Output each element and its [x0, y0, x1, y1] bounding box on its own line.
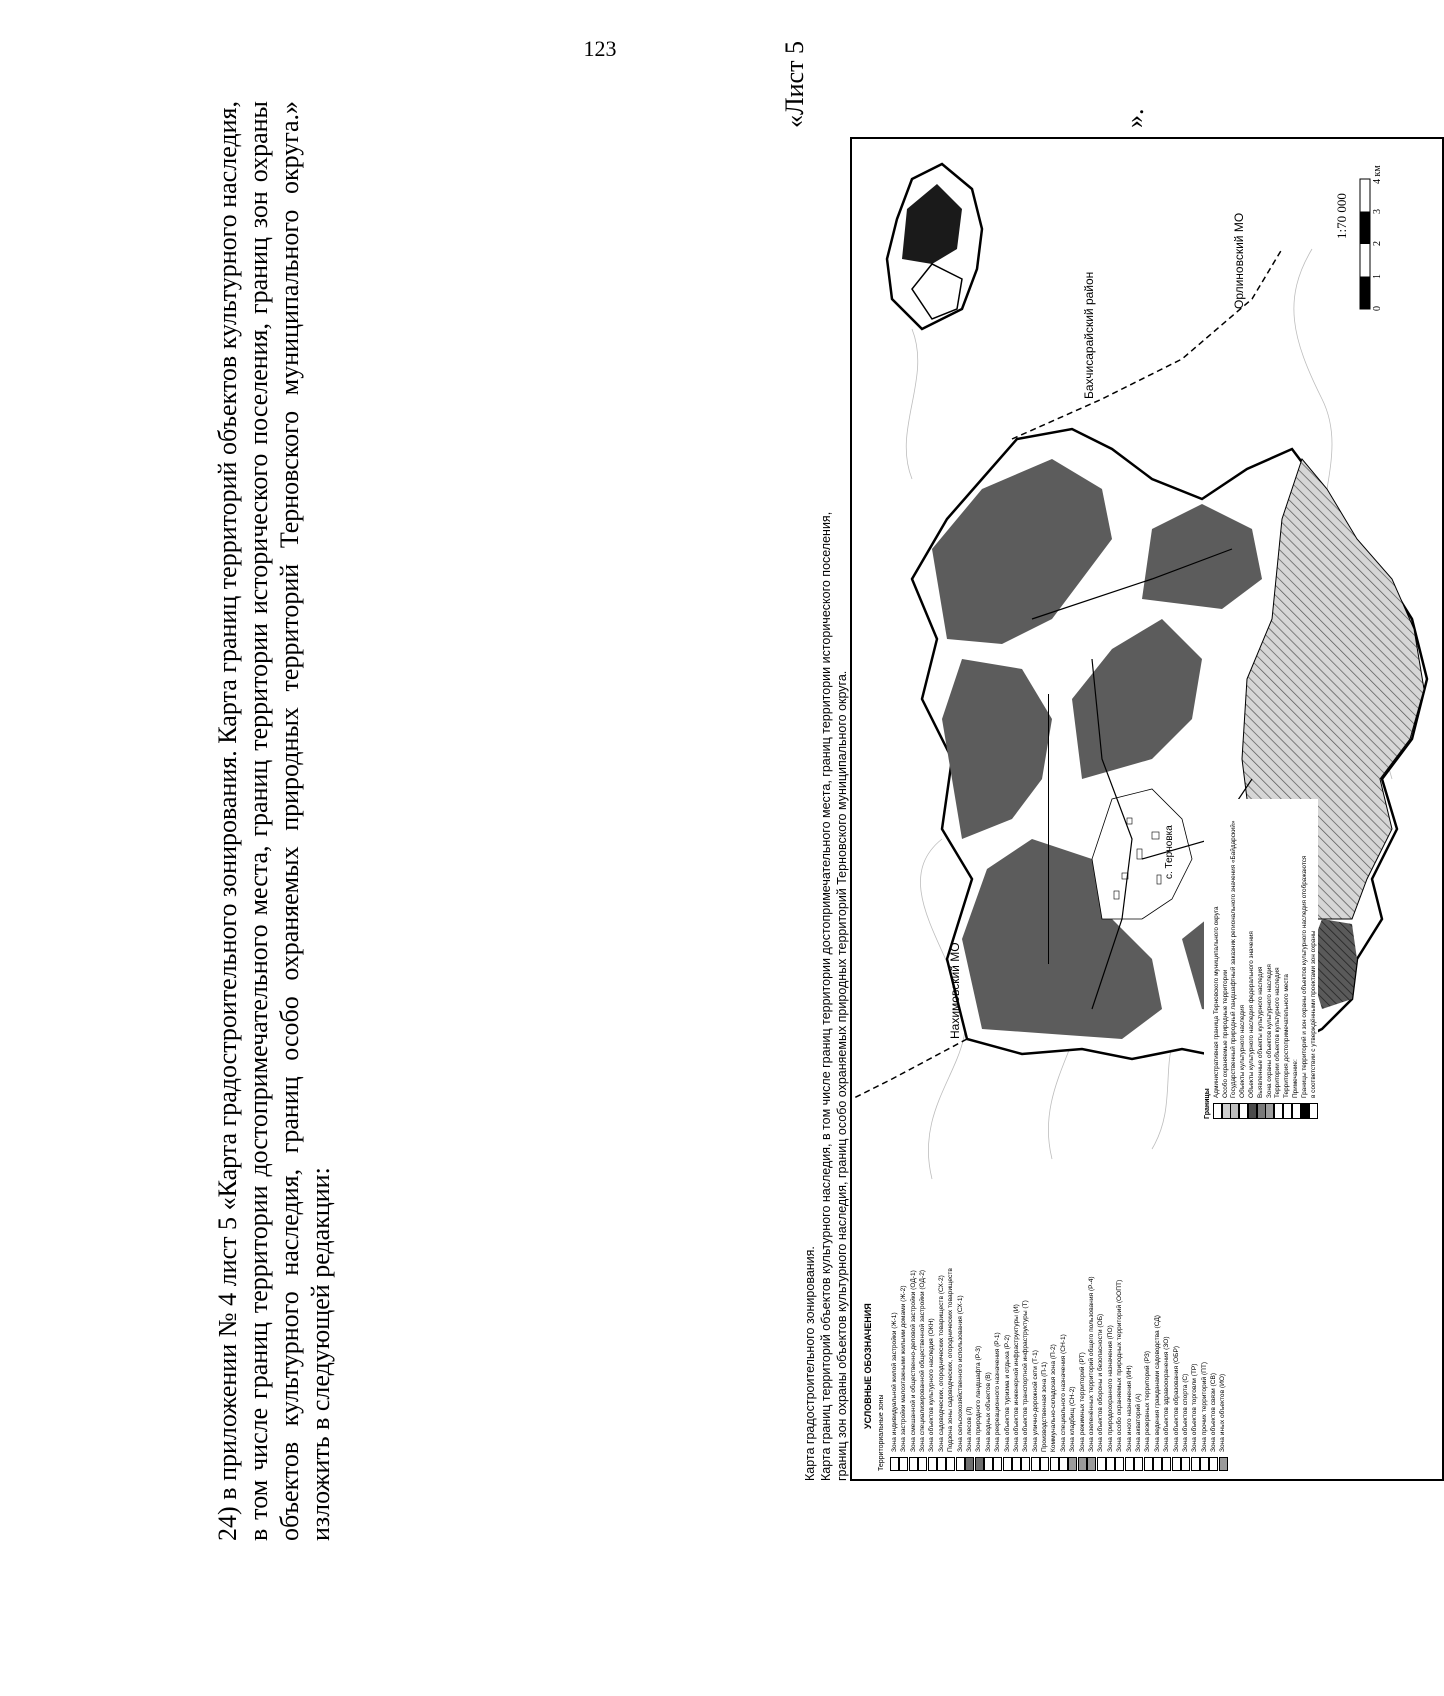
inset-locator-map	[862, 149, 1012, 349]
legend-swatch	[1209, 1457, 1218, 1471]
overlay-legend-swatch	[1222, 1103, 1231, 1119]
amendment-paragraph: 24) в приложении № 4 лист 5 «Карта градостроительного зонирования. Карта границ территорий объектов культурного наследия, в том числе границ территории достопримечательного места, границ территории исторического поселения, границ зон охраны объектов культурного наследия, границ особо охраняемых природных территорий Терновского муниципального округа.» изложить в следующей редакции:	[213, 101, 335, 1541]
overlay-legend-label: Государственный природный ландшафтный заказник регионального значения «Байдарский»	[1230, 820, 1238, 1098]
caption-line: границ зон охраны объектов культурного наследия, границ особо охраняемых природных территорий Терновского муниципального округа.	[835, 670, 849, 1481]
legend-swatch	[1078, 1457, 1087, 1471]
legend-swatch	[909, 1457, 918, 1471]
legend-swatch	[1003, 1457, 1012, 1471]
legend-item	[1040, 1171, 1049, 1471]
legend-swatch	[1200, 1457, 1209, 1471]
signature-line	[1048, 694, 1049, 964]
legend-item	[890, 1171, 899, 1471]
overlay-legend-swatch	[1213, 1103, 1222, 1119]
legend-swatch	[1191, 1457, 1200, 1471]
legend-item	[909, 1171, 918, 1471]
legend-item	[1181, 1171, 1190, 1471]
legend-item-label: Зона лесов (Л)	[965, 1406, 973, 1452]
legend-item	[899, 1171, 908, 1471]
overlay-legend-item	[1239, 799, 1248, 1119]
legend-item	[1096, 1171, 1105, 1471]
legend-item-label: Зона объектов спорта (С)	[1181, 1373, 1189, 1452]
overlay-legend-label: Территории объектов культурного наследия	[1274, 967, 1282, 1098]
legend-item-label: Зона иного назначения (ИН)	[1125, 1365, 1133, 1452]
overlay-legend-label: Зона охраны объектов культурного наследия	[1265, 964, 1273, 1098]
legend-item-label: Зона природоохранного назначения (ПО)	[1106, 1325, 1114, 1452]
overlay-legend-item	[1283, 799, 1292, 1119]
legend-swatch	[1181, 1457, 1190, 1471]
legend-item	[1172, 1171, 1181, 1471]
legend-item-label: Коммунально-складская зона (П-2)	[1050, 1344, 1058, 1452]
legend-swatch	[1040, 1457, 1049, 1471]
legend-item-label: Зона застройки малоэтажными жилыми домами (Ж-2)	[900, 1285, 908, 1452]
overlay-legend-header: Границы	[1204, 1088, 1211, 1119]
scale-tick: 3	[1372, 209, 1383, 214]
scale-tick: 1	[1372, 274, 1383, 279]
legend-item-label: Зона акваторий (А)	[1134, 1393, 1142, 1452]
label-orlinovsky: Орлиновский МО	[1232, 212, 1246, 309]
overlay-legend-item	[1310, 799, 1319, 1119]
legend-title: УСЛОВНЫЕ ОБОЗНАЧЕНИЯ	[863, 1303, 873, 1429]
overlay-legend-swatch	[1274, 1103, 1283, 1119]
legend-swatch	[1031, 1457, 1040, 1471]
legend-item	[1209, 1171, 1218, 1471]
overlay-legend	[1204, 799, 1318, 1119]
legend-item-label: Зона объектов культурного наследия (ОКН)	[928, 1318, 936, 1452]
legend-swatch	[1097, 1457, 1106, 1471]
overlay-legend-swatch	[1309, 1103, 1318, 1119]
legend-item	[1143, 1171, 1152, 1471]
label-nakhimovsky: Нахимовский МО	[948, 942, 962, 1039]
legend-swatch	[956, 1457, 965, 1471]
legend-item	[1115, 1171, 1124, 1471]
legend-item-label: Зона смешанной и общественно-деловой застройки (ОД-1)	[909, 1270, 917, 1452]
legend-item	[1218, 1171, 1227, 1471]
legend-items	[890, 1171, 1228, 1471]
page-number: 123	[583, 36, 617, 61]
legend-swatch	[946, 1457, 955, 1471]
legend-item	[1031, 1171, 1040, 1471]
legend-item	[1078, 1171, 1087, 1471]
scale-ratio: 1:70 000	[1334, 193, 1349, 239]
legend-swatch	[1059, 1457, 1068, 1471]
legend-item	[1003, 1171, 1012, 1471]
legend-item-label: Зона ведения гражданами садоводства (СД)	[1153, 1315, 1161, 1452]
overlay-legend-swatch	[1248, 1103, 1257, 1119]
district-boundary	[852, 1039, 967, 1099]
legend-item-label: Зона объектов туризма и отдыха (Р-2)	[1003, 1334, 1011, 1452]
legend-subtitle: Территориальные зоны	[878, 1394, 886, 1471]
legend-item-label: Зона специального назначения (СН-1)	[1059, 1334, 1067, 1452]
legend-item-label: Зона режимных территорий (РТ)	[1078, 1352, 1086, 1452]
legend-item-label: Зона объектов образования (ОБР)	[1172, 1345, 1180, 1452]
legend-item-label: Зона резервных территорий (РЗ)	[1144, 1350, 1152, 1452]
label-ternovka: с. Терновка	[1164, 825, 1175, 879]
legend-swatch	[899, 1457, 908, 1471]
legend-swatch	[993, 1457, 1002, 1471]
map-legend	[860, 1171, 1430, 1471]
legend-item	[1200, 1171, 1209, 1471]
legend-item-label: Подзона зоны садоводческих, огороднических товариществ	[947, 1268, 955, 1452]
overlay-legend-label: Выявленные объекты культурного наследия	[1256, 966, 1264, 1098]
legend-item-label: Зона объектов торговли (ТР)	[1191, 1363, 1199, 1452]
legend-item-label: Зона прочих территорий (ПТ)	[1200, 1361, 1208, 1452]
legend-swatch	[1106, 1457, 1115, 1471]
caption-line: Карта границ территорий объектов культурного наследия, в том числе границ территории достопримечательного места, границ территории исторического поселения,	[819, 511, 833, 1481]
legend-swatch	[1050, 1457, 1059, 1471]
legend-item	[1012, 1171, 1021, 1471]
overlay-legend-label: Особо охраняемые природные территории	[1221, 969, 1229, 1098]
legend-swatch	[1219, 1457, 1228, 1471]
legend-item-label: Зона улично-дорожной сети (Т-1)	[1031, 1350, 1039, 1452]
legend-item-label: Зона особо охраняемых природных территорий (ООПТ)	[1116, 1279, 1124, 1452]
legend-swatch	[1144, 1457, 1153, 1471]
sheet-mark: «Лист 5	[780, 41, 809, 128]
scale-tick: 4 км	[1372, 165, 1383, 184]
legend-swatch	[918, 1457, 927, 1471]
legend-item-label: Зона иных объектов (ИО)	[1219, 1373, 1227, 1452]
overlay-legend-swatch	[1257, 1103, 1266, 1119]
legend-swatch	[1021, 1457, 1030, 1471]
overlay-legend-swatch	[1292, 1103, 1301, 1119]
legend-swatch	[1115, 1457, 1124, 1471]
legend-item	[965, 1171, 974, 1471]
overlay-legend-label: Объекты культурного наследия федерального значения	[1247, 931, 1255, 1098]
scale-bar	[1360, 179, 1370, 309]
legend-item-label: Зона садоводческих, огороднических товариществ (СХ-2)	[937, 1275, 945, 1452]
overlay-legend-label: Административная граница Терновского муниципального округа	[1212, 906, 1220, 1098]
map-caption	[802, 181, 850, 1481]
overlay-legend-label: в соответствии с утверждёнными проектами зон охраны	[1309, 930, 1317, 1098]
overlay-legend-item	[1248, 799, 1257, 1119]
legend-item-label: Зона сельскохозяйственного использования (СХ-1)	[956, 1295, 964, 1452]
scale-tick: 0	[1372, 306, 1383, 311]
overlay-legend-label: Территория достопримечательного места	[1283, 974, 1291, 1098]
legend-swatch	[1087, 1457, 1096, 1471]
caption-line: Карта градостроительного зонирования.	[803, 1246, 817, 1481]
legend-swatch	[1172, 1457, 1181, 1471]
legend-item-label: Зона объектов обороны и безопасности (ОБ)	[1097, 1313, 1105, 1452]
overlay-legend-swatch	[1301, 1103, 1310, 1119]
legend-swatch	[965, 1457, 974, 1471]
legend-swatch	[928, 1457, 937, 1471]
legend-swatch	[1162, 1457, 1171, 1471]
overlay-legend-swatch	[1283, 1103, 1292, 1119]
legend-item-label: Зона рекреационного назначения (Р-1)	[994, 1332, 1002, 1452]
legend-item-label: Зона индивидуальной жилой застройки (Ж-1)	[890, 1312, 898, 1452]
legend-item-label: Зона объектов здравоохранения (ЗО)	[1163, 1336, 1171, 1452]
legend-swatch	[1012, 1457, 1021, 1471]
overlay-legend-item	[1274, 799, 1283, 1119]
legend-item	[1162, 1171, 1171, 1471]
legend-item	[946, 1171, 955, 1471]
legend-item	[927, 1171, 936, 1471]
legend-item-label: Зона озеленённых территорий общего пользования (Р-4)	[1088, 1276, 1096, 1452]
legend-item-label: Зона водных объектов (В)	[984, 1372, 992, 1452]
legend-swatch	[1134, 1457, 1143, 1471]
legend-item	[918, 1171, 927, 1471]
legend-item	[1059, 1171, 1068, 1471]
overlay-legend-swatch	[1239, 1103, 1248, 1119]
legend-item	[974, 1171, 983, 1471]
closing-mark: ».	[1120, 108, 1149, 128]
overlay-legend-swatch	[1265, 1103, 1274, 1119]
overlay-legend-item	[1257, 799, 1266, 1119]
zoning-map	[850, 137, 1444, 1481]
legend-item-label: Зона объектов транспортной инфраструктуры (Т)	[1022, 1300, 1030, 1452]
legend-item-label: Производственная зона (П-1)	[1041, 1361, 1049, 1452]
overlay-legend-swatch	[1230, 1103, 1239, 1119]
legend-item-label: Зона кладбищ (СН-2)	[1069, 1386, 1077, 1452]
overlay-legend-label: Примечание:	[1291, 1059, 1299, 1098]
legend-item-label: Зона специализированной общественной застройки (ОД-2)	[918, 1269, 926, 1452]
overlay-legend-item	[1301, 799, 1310, 1119]
legend-item	[1106, 1171, 1115, 1471]
legend-swatch	[937, 1457, 946, 1471]
overlay-legend-item	[1230, 799, 1239, 1119]
legend-item	[1125, 1171, 1134, 1471]
overlay-legend-label: Границы территорий и зон охраны объектов культурного наследия отображаются	[1300, 855, 1308, 1098]
legend-swatch	[1125, 1457, 1134, 1471]
legend-item	[937, 1171, 946, 1471]
legend-item	[993, 1171, 1002, 1471]
scale-tick: 2	[1372, 241, 1383, 246]
legend-item	[1049, 1171, 1058, 1471]
overlay-legend-item	[1292, 799, 1301, 1119]
overlay-legend-item	[1213, 799, 1222, 1119]
legend-swatch	[890, 1457, 899, 1471]
legend-item	[1153, 1171, 1162, 1471]
legend-swatch	[1068, 1457, 1077, 1471]
legend-swatch	[975, 1457, 984, 1471]
legend-swatch	[1153, 1457, 1162, 1471]
legend-item	[1021, 1171, 1030, 1471]
legend-item	[1068, 1171, 1077, 1471]
legend-item	[1134, 1171, 1143, 1471]
label-bakhchisaray: Бахчисарайский район	[1082, 271, 1096, 399]
legend-item	[1190, 1171, 1199, 1471]
overlay-legend-items	[1213, 799, 1319, 1119]
legend-item-label: Зона объектов связи (СВ)	[1210, 1372, 1218, 1452]
overlay-legend-label: Объекты культурного наследия	[1239, 1004, 1247, 1098]
legend-item-label: Зона природного ландшафта (Р-3)	[975, 1345, 983, 1452]
legend-item	[956, 1171, 965, 1471]
legend-swatch	[984, 1457, 993, 1471]
legend-item-label: Зона объектов инженерной инфраструктуры (И)	[1012, 1304, 1020, 1452]
legend-item	[1087, 1171, 1096, 1471]
legend-item	[984, 1171, 993, 1471]
